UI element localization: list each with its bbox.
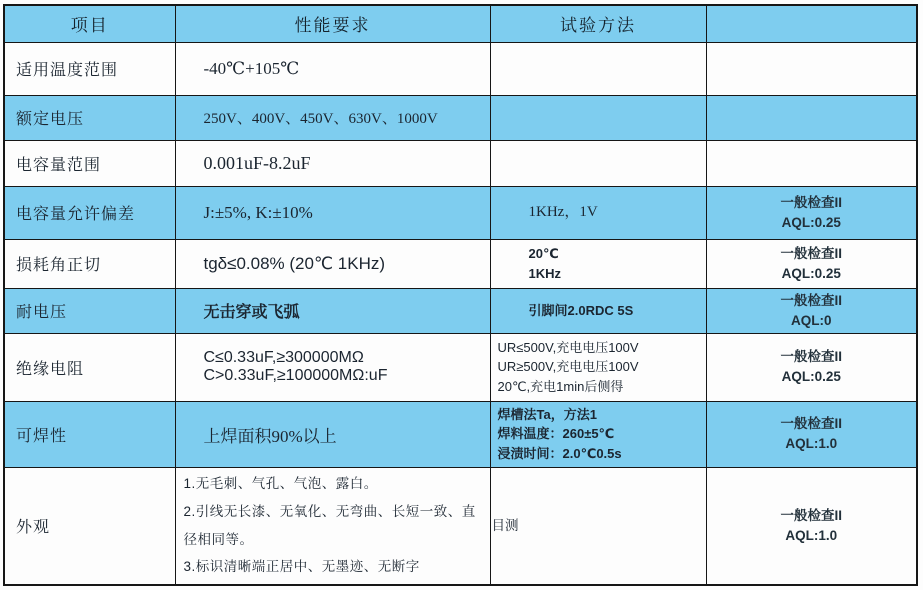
method-line: UR≥500V,充电电压100V [497,359,639,375]
requirement-cell [175,42,490,95]
requirement-line: 无击穿或飞弧 [203,304,300,321]
spec-table [3,4,918,586]
method-line: 浸渍时间：2.0℃0.5s [497,445,622,461]
table-row [4,288,917,333]
inspection-line: 一般检查II [780,245,842,261]
method-line: UR≤500V,充电电压100V [497,339,639,355]
inspection-cell [706,42,917,95]
requirement-cell [175,186,490,239]
inspection-line: AQL:0.25 [781,214,841,230]
item-cell: 额定电压 [4,95,175,140]
inspection-cell [706,140,917,186]
inspection-cell [706,401,917,467]
method-line: 1KHz，1V [528,204,598,221]
header-item: 项目 [4,5,175,42]
inspection-line: AQL:1.0 [785,527,838,543]
requirement-line: 上焊面积90%以上 [203,426,337,446]
requirement-cell [175,239,490,288]
method-line: 焊料温度：260±5℃ [497,426,615,442]
inspection-line: 一般检查II [780,416,842,432]
item-cell: 外观 [4,467,175,585]
header-row [4,5,917,42]
inspection-line: 一般检查II [780,194,842,210]
item-cell: 绝缘电阻 [4,333,175,401]
table-row [4,239,917,288]
requirement-line: J:±5%, K:±10% [203,202,313,222]
requirement-cell [175,467,490,585]
method-cell [490,186,706,239]
inspection-cell [706,186,917,239]
inspection-cell [706,239,917,288]
method-cell [490,239,706,288]
inspection-line: 一般检查II [780,349,842,365]
method-cell [490,333,706,401]
requirement-cell [175,333,490,401]
method-line: 目测 [491,517,519,533]
table-row [4,95,917,140]
requirement-line: C>0.33uF,≥100000MΩ:uF [203,367,388,384]
requirement-cell [175,95,490,140]
header-blank [706,5,917,42]
requirement-line: 1.无毛刺、气孔、气泡、露白。 [183,476,378,492]
table-row [4,140,917,186]
requirement-line: 2.引线无长漆、无氧化、无弯曲、长短一致、直径相同等。 [183,504,476,547]
method-cell [490,467,706,585]
inspection-cell [706,333,917,401]
method-cell [490,140,706,186]
inspection-line: 一般检查II [780,292,842,308]
item-cell: 损耗角正切 [4,239,175,288]
requirement-line: 250V、400V、450V、630V、1000V [203,111,438,127]
inspection-line: AQL:1.0 [785,436,838,451]
requirement-line: tgδ≤0.08% (20℃ 1KHz) [203,253,386,273]
method-line: 20℃,充电1min后侧得 [497,378,624,394]
header-method: 试验方法 [490,5,706,42]
requirement-cell [175,288,490,333]
requirement-line: -40℃+105℃ [203,58,300,78]
inspection-cell [706,288,917,333]
requirement-line: 3.标识清晰端正居中、无墨迹、无断字 [183,559,420,575]
method-cell [490,42,706,95]
requirement-line: 0.001uF-8.2uF [203,152,311,173]
inspection-line: AQL:0.25 [781,369,841,384]
item-cell: 可焊性 [4,401,175,467]
header-requirement: 性能要求 [175,5,490,42]
item-cell: 耐电压 [4,288,175,333]
inspection-cell [706,467,917,585]
table-row [4,401,917,467]
method-line: 引脚间2.0RDC 5S [528,302,634,318]
method-cell [490,95,706,140]
method-line: 焊槽法Ta，方法1 [497,406,597,422]
item-cell: 电容量范围 [4,140,175,186]
inspection-cell [706,95,917,140]
method-cell [490,401,706,467]
method-line: 20℃ [528,246,559,261]
spec-table-body [4,42,917,585]
table-row [4,42,917,95]
item-cell: 电容量允许偏差 [4,186,175,239]
requirement-cell [175,401,490,467]
item-cell: 适用温度范围 [4,42,175,95]
inspection-line: AQL:0 [791,312,832,328]
requirement-cell [175,140,490,186]
table-row [4,333,917,401]
method-cell [490,288,706,333]
table-row [4,186,917,239]
table-row [4,467,917,585]
inspection-line: AQL:0.25 [781,265,841,281]
method-line: 1KHz [528,265,562,281]
inspection-line: 一般检查II [780,508,842,524]
requirement-line: C≤0.33uF,≥300000MΩ [203,349,364,366]
